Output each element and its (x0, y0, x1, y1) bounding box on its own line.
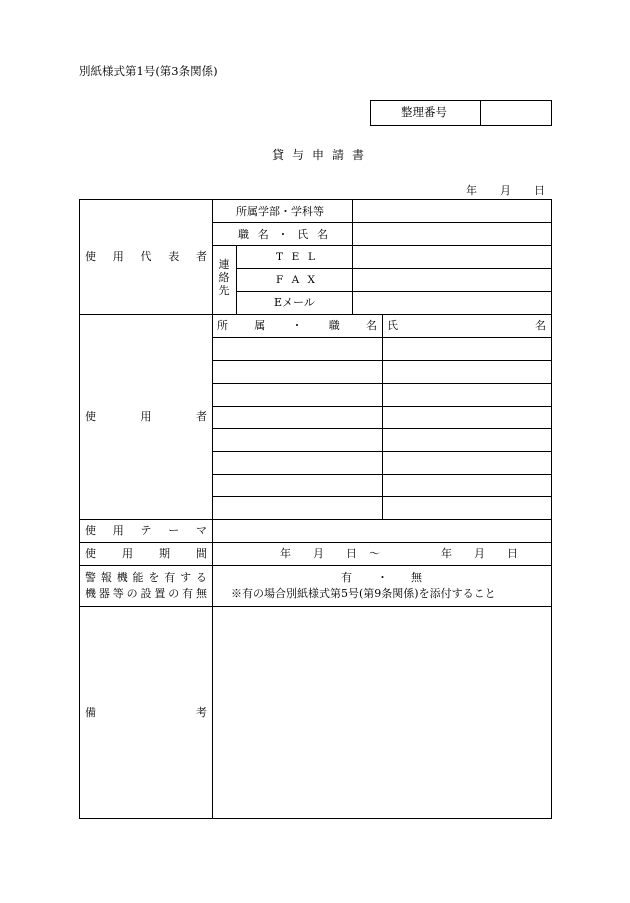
period-from[interactable]: 年 月 日 (280, 547, 357, 560)
alarm-option-separator: ・ (377, 571, 388, 584)
seiri-number-label: 整理番号 (401, 105, 447, 119)
theme-field[interactable] (213, 520, 551, 542)
application-date[interactable]: 年 月 日 (466, 184, 545, 197)
position-name-field[interactable] (353, 223, 551, 245)
remarks-field[interactable] (213, 607, 551, 818)
user-row[interactable] (213, 384, 551, 406)
email-field[interactable] (353, 292, 551, 314)
user-row[interactable] (213, 452, 551, 474)
contact-label: 連 絡 先 (218, 258, 230, 297)
remarks-label: 備 考 (85, 706, 207, 719)
representative-label: 使 用 代 表 者 (85, 250, 207, 263)
users-affiliation-header: 所 属 ・ 職 名 (217, 319, 377, 332)
period-tilde: ～ (369, 547, 380, 560)
user-row[interactable] (213, 361, 551, 383)
position-name-label: 職 名 ・ 氏 名 (238, 228, 328, 241)
theme-label: 使 用 テ ー マ (85, 524, 207, 537)
period-label: 使 用 期 間 (85, 547, 207, 560)
period-to[interactable]: 年 月 日 (441, 547, 518, 560)
user-row[interactable] (213, 338, 551, 360)
affiliation-label: 所属学部・学科等 (236, 205, 324, 218)
user-row[interactable] (213, 497, 551, 519)
form-reference: 別紙様式第1号(第3条関係) (79, 64, 218, 78)
email-label: Eメール (274, 296, 315, 309)
alarm-label-line2: 機 器 等 の 設 置 の 有 無 (85, 587, 207, 600)
fax-label: F A X (276, 274, 315, 286)
user-row[interactable] (213, 407, 551, 428)
users-label: 使 用 者 (85, 410, 207, 423)
alarm-note: ※有の場合別紙様式第5号(第9条関係)を添付すること (231, 587, 496, 600)
user-row[interactable] (213, 429, 551, 451)
alarm-label-line1: 警 報 機 能 を 有 す る (85, 571, 207, 584)
fax-field[interactable] (353, 269, 551, 291)
alarm-option-yes[interactable]: 有 (341, 571, 352, 584)
user-row[interactable] (213, 475, 551, 496)
seiri-number-box (370, 100, 552, 126)
document-title: 貸 与 申 請 書 (272, 148, 364, 162)
tel-label: T E L (276, 251, 315, 263)
users-name-header: 氏 名 (387, 319, 546, 332)
affiliation-field[interactable] (353, 200, 551, 222)
tel-field[interactable] (353, 246, 551, 268)
alarm-option-no[interactable]: 無 (411, 571, 422, 584)
